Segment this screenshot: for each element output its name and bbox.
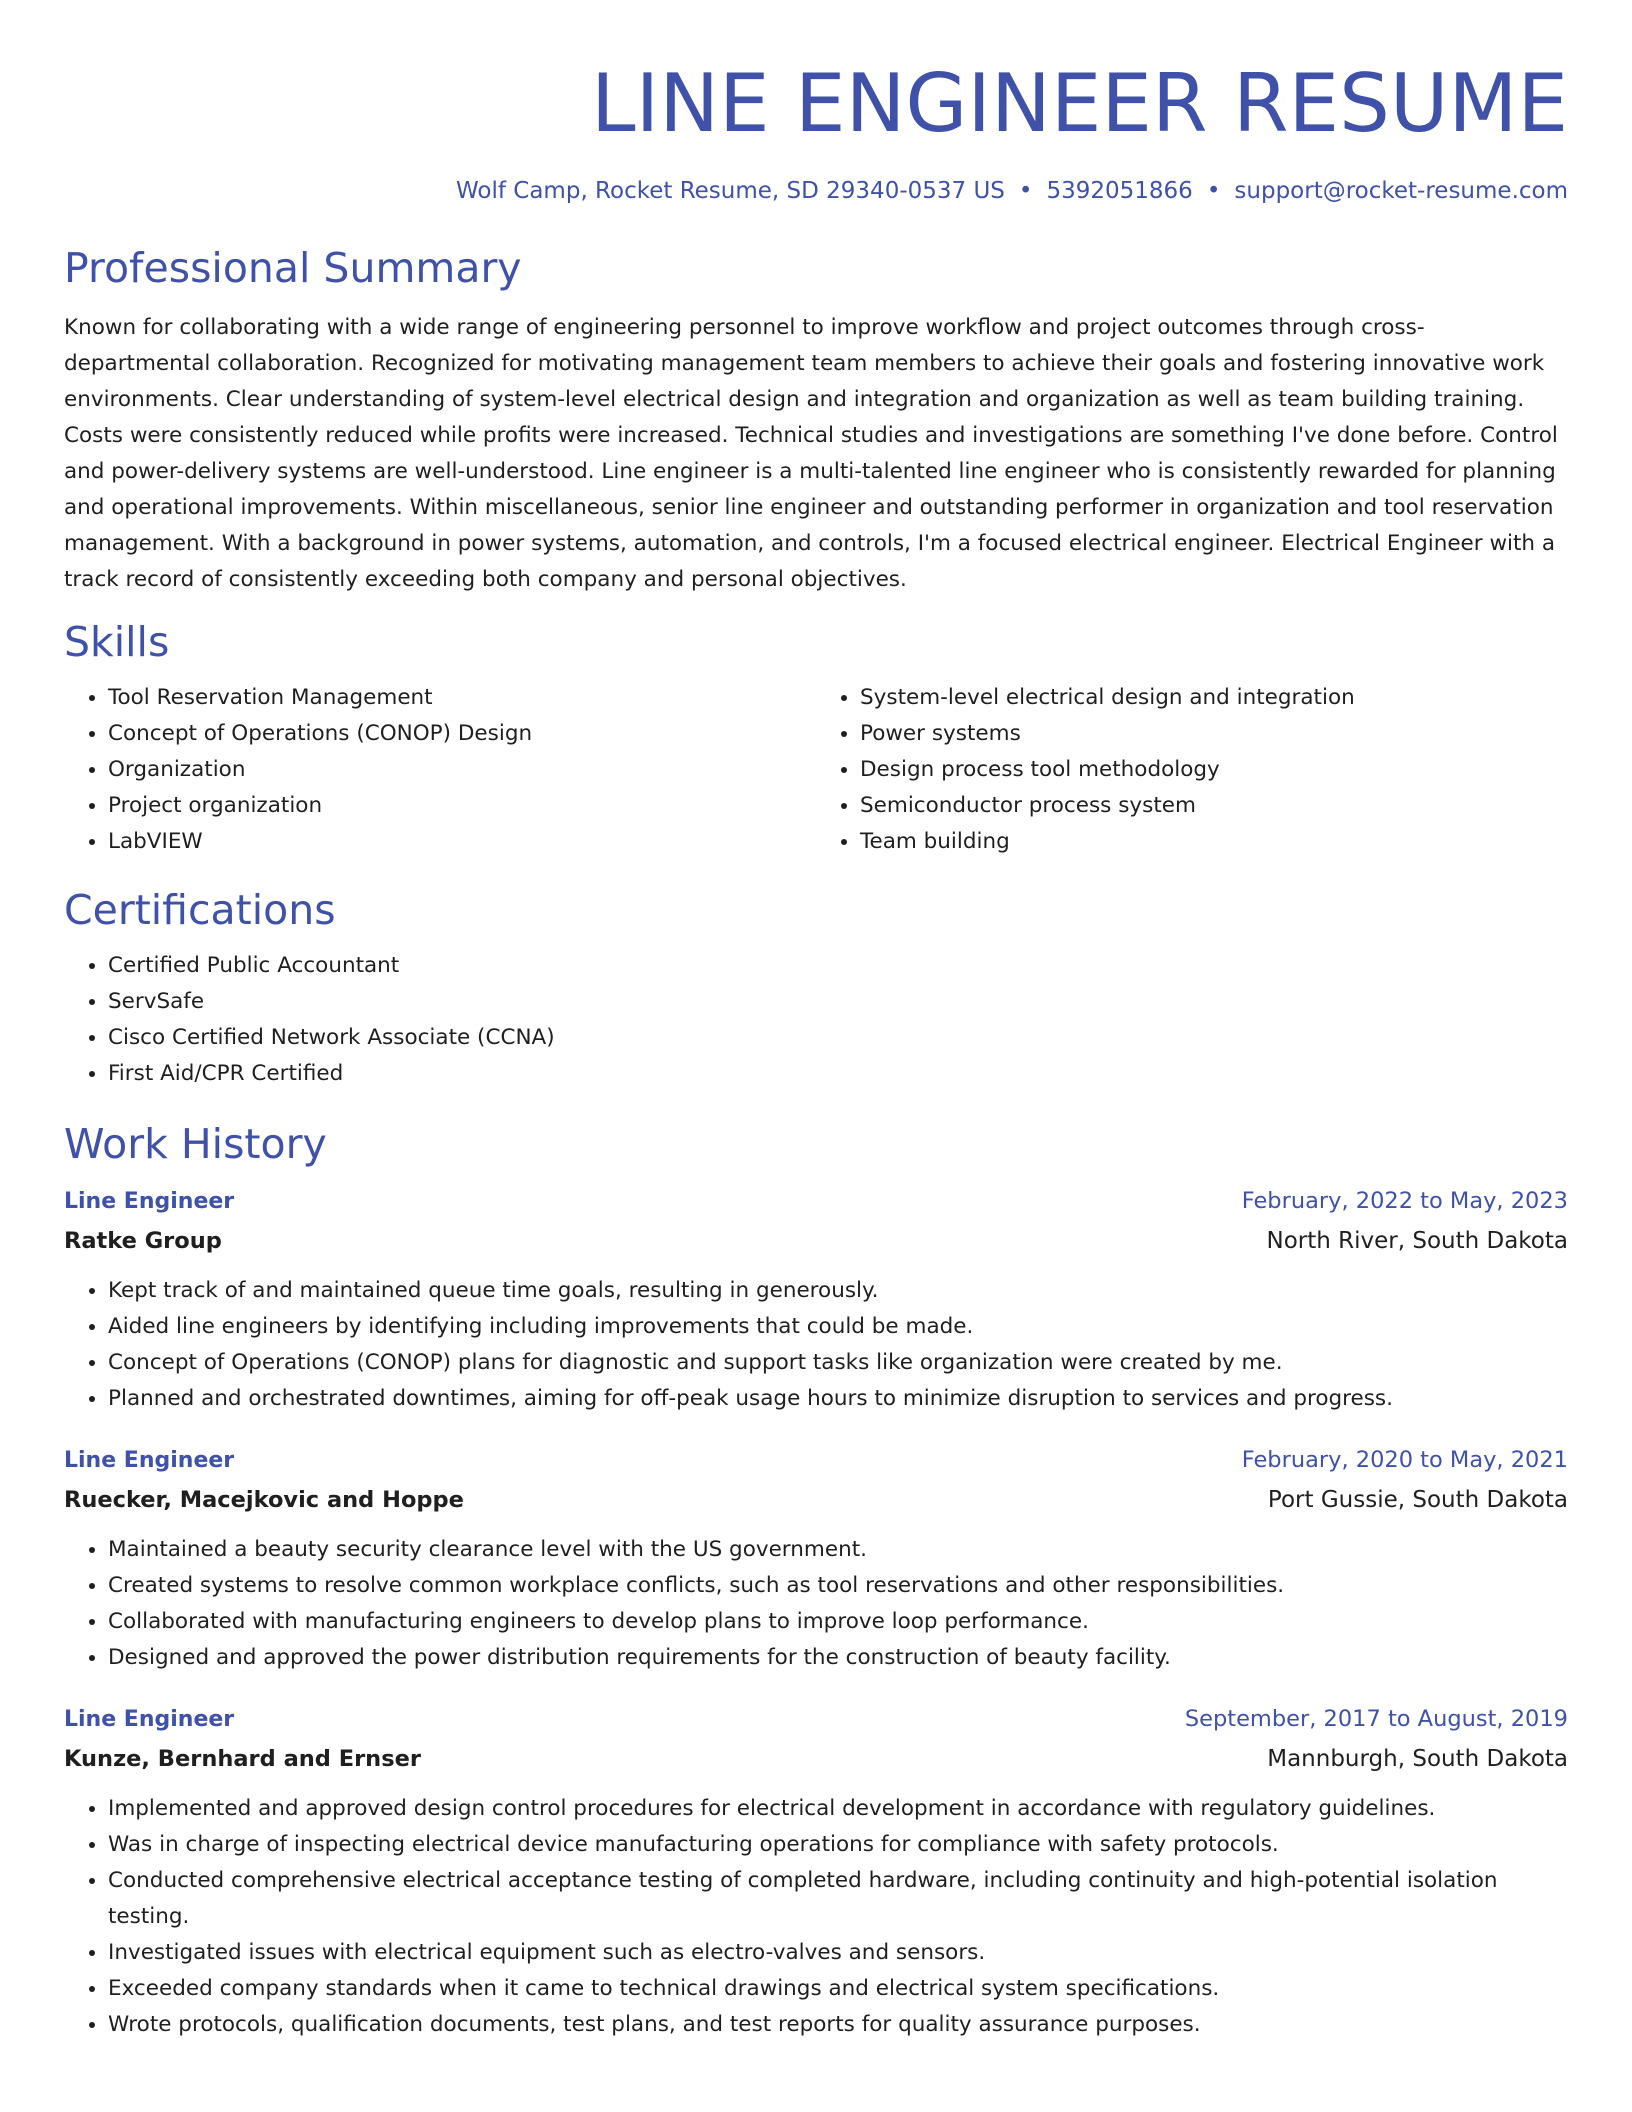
job-subheader xyxy=(64,1221,1568,1261)
job-subheader xyxy=(64,1480,1568,1520)
skills-list-right xyxy=(816,680,1568,860)
resume-header xyxy=(64,52,1568,206)
list-item: • System-level electrical design and integration xyxy=(860,680,1568,716)
contact-address: Wolf Camp, Rocket Resume, SD 29340-0537 US xyxy=(456,178,1005,204)
job-company: Kunze, Bernhard and Ernser xyxy=(64,1746,421,1772)
list-item: • First Aid/CPR Certified xyxy=(108,1056,1568,1092)
list-item: • Conducted comprehensive electrical acceptance testing of completed hardware, including continuity and high-potential isolation testing. xyxy=(108,1863,1568,1935)
list-item: • Exceeded company standards when it came to technical drawings and electrical system specifications. xyxy=(108,1971,1568,2007)
list-item: • Planned and orchestrated downtimes, aiming for off-peak usage hours to minimize disruption to services and progress. xyxy=(108,1381,1568,1417)
job-dates: September, 2017 to August, 2019 xyxy=(1184,1706,1568,1732)
job-company: Ratke Group xyxy=(64,1228,222,1254)
list-item: • Maintained a beauty security clearance level with the US government. xyxy=(108,1532,1568,1568)
resume-title: LINE ENGINEER RESUME xyxy=(591,57,1568,150)
list-item: • Implemented and approved design control procedures for electrical development in accordance with regulatory guidelines. xyxy=(108,1791,1568,1827)
list-item: • LabVIEW xyxy=(108,824,816,860)
skills-section xyxy=(64,614,1568,860)
skills-grid xyxy=(64,680,1568,860)
work-heading: Work History xyxy=(64,1120,327,1168)
job-location: Mannburgh, South Dakota xyxy=(1267,1746,1568,1772)
job-dates: February, 2022 to May, 2023 xyxy=(1241,1188,1568,1214)
contact-separator: • xyxy=(1206,178,1221,204)
list-item: • Wrote protocols, qualification documents, test plans, and test reports for quality assurance purposes. xyxy=(108,2007,1568,2043)
job-bullets xyxy=(64,1273,1568,1417)
certifications-section xyxy=(64,882,1568,1092)
job-bullets xyxy=(64,1532,1568,1676)
skills-list-left xyxy=(64,680,816,860)
job-list xyxy=(64,1182,1568,2043)
job-entry xyxy=(64,1182,1568,1417)
work-section xyxy=(64,1116,1568,2043)
job-title: Line Engineer xyxy=(64,1448,235,1473)
list-item: • Concept of Operations (CONOP) plans for diagnostic and support tasks like organization were created by me. xyxy=(108,1345,1568,1381)
list-item: • Aided line engineers by identifying including improvements that could be made. xyxy=(108,1309,1568,1345)
list-item: • Organization xyxy=(108,752,816,788)
job-entry xyxy=(64,1441,1568,1676)
job-entry xyxy=(64,1700,1568,2043)
skills-heading: Skills xyxy=(64,618,170,666)
contact-email: support@rocket-resume.com xyxy=(1234,178,1568,204)
certifications-list xyxy=(64,948,1568,1092)
list-item: • Certified Public Accountant xyxy=(108,948,1568,984)
contact-line xyxy=(64,176,1568,206)
contact-separator: • xyxy=(1018,178,1033,204)
list-item: • Concept of Operations (CONOP) Design xyxy=(108,716,816,752)
job-location: Port Gussie, South Dakota xyxy=(1267,1487,1568,1513)
job-title: Line Engineer xyxy=(64,1189,235,1214)
job-header xyxy=(64,1441,1568,1480)
list-item: • Tool Reservation Management xyxy=(108,680,816,716)
list-item: • Team building xyxy=(860,824,1568,860)
contact-phone: 5392051866 xyxy=(1046,178,1193,204)
list-item: • Was in charge of inspecting electrical device manufacturing operations for compliance with safety protocols. xyxy=(108,1827,1568,1863)
job-location: North River, South Dakota xyxy=(1266,1228,1568,1254)
job-header xyxy=(64,1700,1568,1739)
job-title: Line Engineer xyxy=(64,1707,235,1732)
list-item: • Collaborated with manufacturing engineers to develop plans to improve loop performance. xyxy=(108,1604,1568,1640)
list-item: • Investigated issues with electrical equipment such as electro-valves and sensors. xyxy=(108,1935,1568,1971)
list-item: • Project organization xyxy=(108,788,816,824)
job-company: Ruecker, Macejkovic and Hoppe xyxy=(64,1487,464,1513)
list-item: • Kept track of and maintained queue time goals, resulting in generously. xyxy=(108,1273,1568,1309)
job-header xyxy=(64,1182,1568,1221)
summary-heading: Professional Summary xyxy=(64,244,522,292)
job-bullets xyxy=(64,1791,1568,2043)
list-item: • ServSafe xyxy=(108,984,1568,1020)
list-item: • Cisco Certified Network Associate (CCNA) xyxy=(108,1020,1568,1056)
summary-text: Known for collaborating with a wide range of engineering personnel to improve workflow and project outcomes through cross-departmental collaboration. Recognized for motivating management team members to achieve their goals and fostering innovative work environments. Clear understanding of system-level electrical design and integration and organization as well as team building training. Costs were consistently reduced while profits were increased. Technical studies and investigations are something I've done before. Control and power-delivery systems are well-understood. Line engineer is a multi-talented line engineer who is consistently rewarded for planning and operational improvements. Within miscellaneous, senior line engineer and outstanding performer in organization and tool reservation management. With a background in power systems, automation, and controls, I'm a focused electrical engineer. Electrical Engineer with a track record of consistently exceeding both company and personal objectives. xyxy=(64,315,1558,592)
list-item: • Semiconductor process system xyxy=(860,788,1568,824)
summary-section xyxy=(64,240,1568,598)
list-item: • Design process tool methodology xyxy=(860,752,1568,788)
job-subheader xyxy=(64,1739,1568,1779)
list-item: • Created systems to resolve common workplace conflicts, such as tool reservations and other responsibilities. xyxy=(108,1568,1568,1604)
list-item: • Designed and approved the power distribution requirements for the construction of beauty facility. xyxy=(108,1640,1568,1676)
certifications-heading: Certifications xyxy=(64,886,336,934)
job-dates: February, 2020 to May, 2021 xyxy=(1241,1447,1568,1473)
list-item: • Power systems xyxy=(860,716,1568,752)
